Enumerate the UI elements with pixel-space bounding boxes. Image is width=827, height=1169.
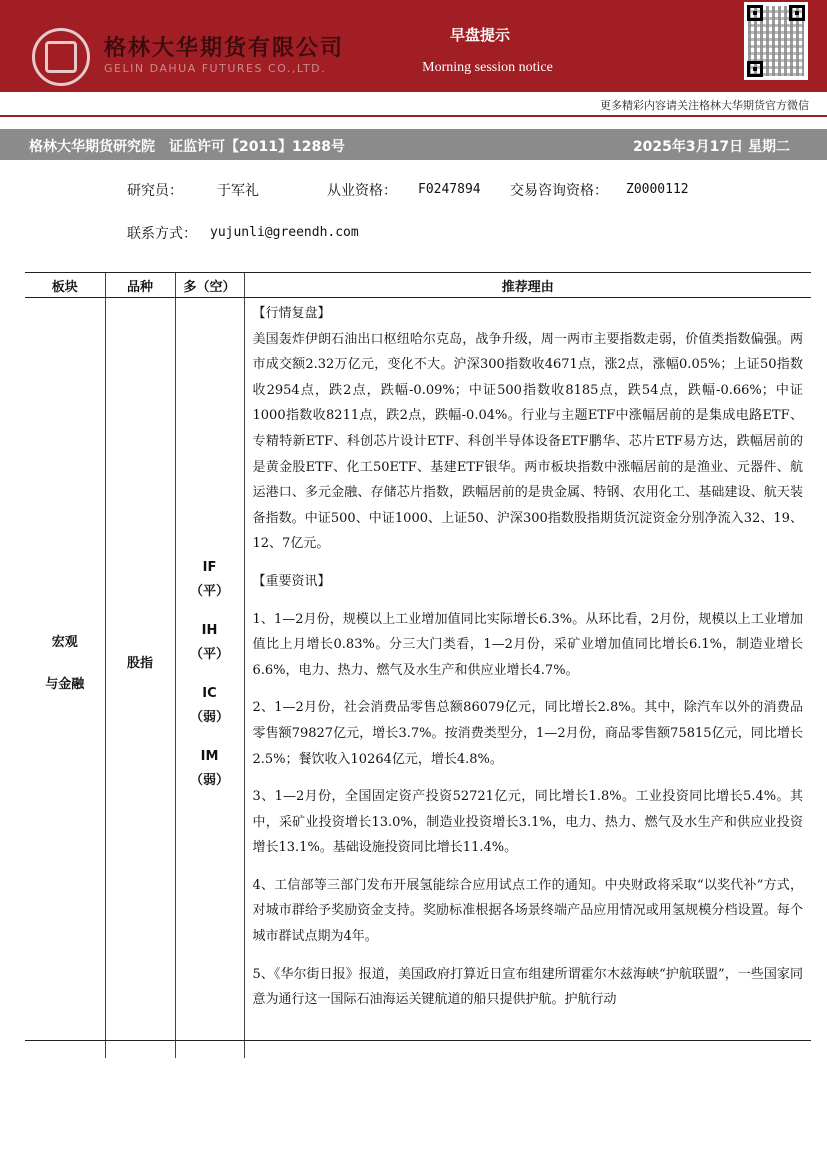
header-sector: 板块	[25, 273, 105, 298]
sector-line2: 与金融	[45, 677, 85, 692]
company-name-en: GELIN DAHUA FUTURES CO.,LTD.	[104, 62, 327, 75]
institute-license: 格林大华期货研究院 证监许可【2011】1288号	[29, 139, 345, 155]
company-logo-icon	[32, 28, 90, 86]
news-item: 3、1—2月份，全国固定资产投资52721亿元，同比增长1.8%。工业投资同比增长5.4%。其中，采矿业投资增长13.0%，制造业投资增长3.1%，电力、热力、燃气及水生产和供应业投资增长13.1%。基础设施投资同比增长11.4%。	[252, 789, 803, 856]
recommendation-table	[25, 272, 811, 1058]
direction-label: （平）	[189, 584, 229, 599]
company-name-cn: 格林大华期货有限公司	[104, 36, 345, 61]
notice-title-en: Morning session notice	[422, 60, 553, 75]
contact-label: 联系方式：	[127, 226, 197, 242]
consult-value: Z0000112	[626, 182, 689, 197]
sector-cell	[25, 298, 105, 1059]
contract-code: IC	[202, 686, 217, 701]
contract-code: IF	[202, 560, 217, 575]
direction-cell	[175, 298, 244, 1059]
table-row	[25, 298, 811, 1059]
direction-label: （平）	[189, 647, 229, 662]
news-title: 【重要资讯】	[252, 573, 331, 589]
direction-label: （弱）	[189, 773, 229, 788]
direction-item	[176, 682, 244, 745]
table-header-row	[25, 273, 811, 298]
news-item: 2、1—2月份，社会消费品零售总额86079亿元，同比增长2.8%。其中，除汽车以外的消费品零售额79827亿元，增长3.7%。按消费类型分，1—2月份，商品零售额75815亿元，同比增长2.5%；餐饮收入10264亿元，增长4.8%。	[252, 700, 803, 767]
direction-item	[176, 556, 244, 619]
consult-label: 交易咨询资格：	[510, 183, 608, 199]
report-date: 2025年3月17日 星期二	[632, 139, 790, 155]
variety-name: 股指	[126, 656, 153, 671]
table-bottom-border	[25, 1040, 811, 1041]
header-variety: 品种	[105, 273, 175, 298]
news-item: 1、1—2月份，规模以上工业增加值同比实际增长6.3%。从环比看，2月份，规模以上工业增加值比上月增长0.83%。分三大门类看，1—2月份，采矿业增加值同比增长6.1%，制造业增长6.6%，电力、热力、燃气及水生产和供应业增长4.7%。	[252, 611, 803, 678]
qualification-value: F0247894	[418, 182, 481, 197]
header-band	[0, 0, 827, 92]
direction-item	[176, 745, 244, 808]
news-item: 4、工信部等三部门发布开展氢能综合应用试点工作的通知。中央财政将采取“以奖代补”方式，对城市群给予奖励资金支持。奖励标准根据各场景终端产品应用情况或用氢规模分档设置。每个城市群试点期为4年。	[252, 877, 803, 945]
researcher-label: 研究员：	[127, 183, 183, 199]
notice-title-cn: 早盘提示	[449, 26, 510, 44]
direction-label: （弱）	[189, 710, 229, 725]
review-title: 【行情复盘】	[252, 306, 331, 321]
qr-code-icon	[744, 2, 808, 80]
qualification-label: 从业资格：	[327, 183, 397, 199]
review-text: 美国轰炸伊朗石油出口枢纽哈尔克岛，战争升级，周一两市主要指数走弱，价值类指数偏强。两市成交额2.32万亿元，变化不大。沪深300指数收4671点，涨2点，涨幅0.05%；上证50指数收2954点，跌2点，跌幅-0.09%；中证500指数收8185点，跌54点，跌幅-0.66%；中证1000指数收8211点，跌2点，跌幅-0.04%。行业与主题ETF中涨幅居前的是集成电路ETF、专精特新ETF、科创芯片设计ETF、科创半导体设备ETF鹏华、芯片ETF易方达，跌幅居前的是黄金股ETF、化工50ETF、基建ETF银华。两市板块指数中涨幅居前的是渔业、元器件、航运港口、多元金融、存储芯片指数，跌幅居前的是贵金属、特钢、农用化工、基础建设、航天装备指数。中证500、中证1000、上证50、沪深300指数股指期货沉淀资金分别净流入32、19、12、7亿元。	[252, 331, 803, 552]
info-bar	[0, 129, 827, 160]
news-item: 5、《华尔街日报》报道，美国政府打算近日宣布组建所谓霍尔木兹海峡“护航联盟”，一些国家同意为通行这一国际石油海运关键航道的船只提供护航。护航行动	[252, 966, 803, 1008]
contact-email: yujunli@greendh.com	[210, 225, 359, 240]
divider	[0, 115, 827, 117]
direction-item	[176, 619, 244, 682]
header-reason: 推荐理由	[244, 273, 811, 298]
header-direction: 多（空）	[175, 273, 244, 298]
follow-wechat-text: 更多精彩内容请关注格林大华期货官方微信	[600, 99, 809, 112]
variety-cell	[105, 298, 175, 1059]
contract-code: IH	[201, 623, 218, 638]
reason-cell	[244, 298, 811, 1059]
contract-code: IM	[200, 749, 219, 764]
sector-line1: 宏观	[51, 635, 78, 650]
researcher-name: 于军礼	[217, 183, 259, 199]
